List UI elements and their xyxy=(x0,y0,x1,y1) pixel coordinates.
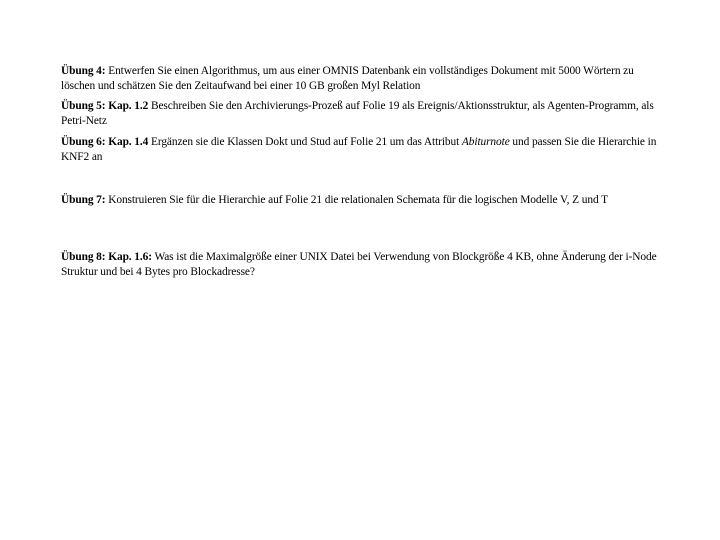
exercise-4-text: Entwerfen Sie einen Algorithmus, um aus einer OMNIS Datenbank ein vollständiges Dokument mit 5000 Wörtern zu löschen und schätzen Sie den Zeitaufwand bei einer 10 GB großen Myl Relation xyxy=(61,65,634,92)
exercise-8-title: Übung 8: Kap. 1.6: xyxy=(61,251,152,263)
exercise-7 xyxy=(61,193,661,208)
exercise-6-title: Übung 6: Kap. 1.4 xyxy=(61,136,149,148)
exercise-6-text-before: Ergänzen sie die Klassen Dokt und Stud auf Folie 21 um das Attribut xyxy=(148,136,462,148)
exercise-6 xyxy=(61,135,661,165)
exercise-5-text: Beschreiben Sie den Archivierungs-Prozeß auf Folie 19 als Ereignis/Aktionsstruktur, als Agenten-Programm, als Petri-Netz xyxy=(61,100,654,127)
exercise-7-text: Konstruieren Sie für die Hierarchie auf Folie 21 die relationalen Schemata für die logischen Modelle V, Z und T xyxy=(105,194,608,206)
exercise-6-emphasis: Abiturnote xyxy=(461,136,510,148)
exercise-4 xyxy=(61,64,661,94)
exercise-8-text: Was ist die Maximalgröße einer UNIX Datei bei Verwendung von Blockgröße 4 KB, ohne Änderung der i-Node Struktur und bei 4 Bytes pro Blockadresse? xyxy=(61,251,657,278)
exercise-6-text-after: und passen Sie die Hierarchie in KNF2 an xyxy=(61,136,657,163)
exercise-7-title: Übung 7: xyxy=(61,194,106,206)
exercise-4-title: Übung 4: xyxy=(61,65,106,77)
exercise-5 xyxy=(61,99,661,129)
exercise-5-title: Übung 5: Kap. 1.2 xyxy=(61,100,149,112)
exercise-8 xyxy=(61,250,661,280)
